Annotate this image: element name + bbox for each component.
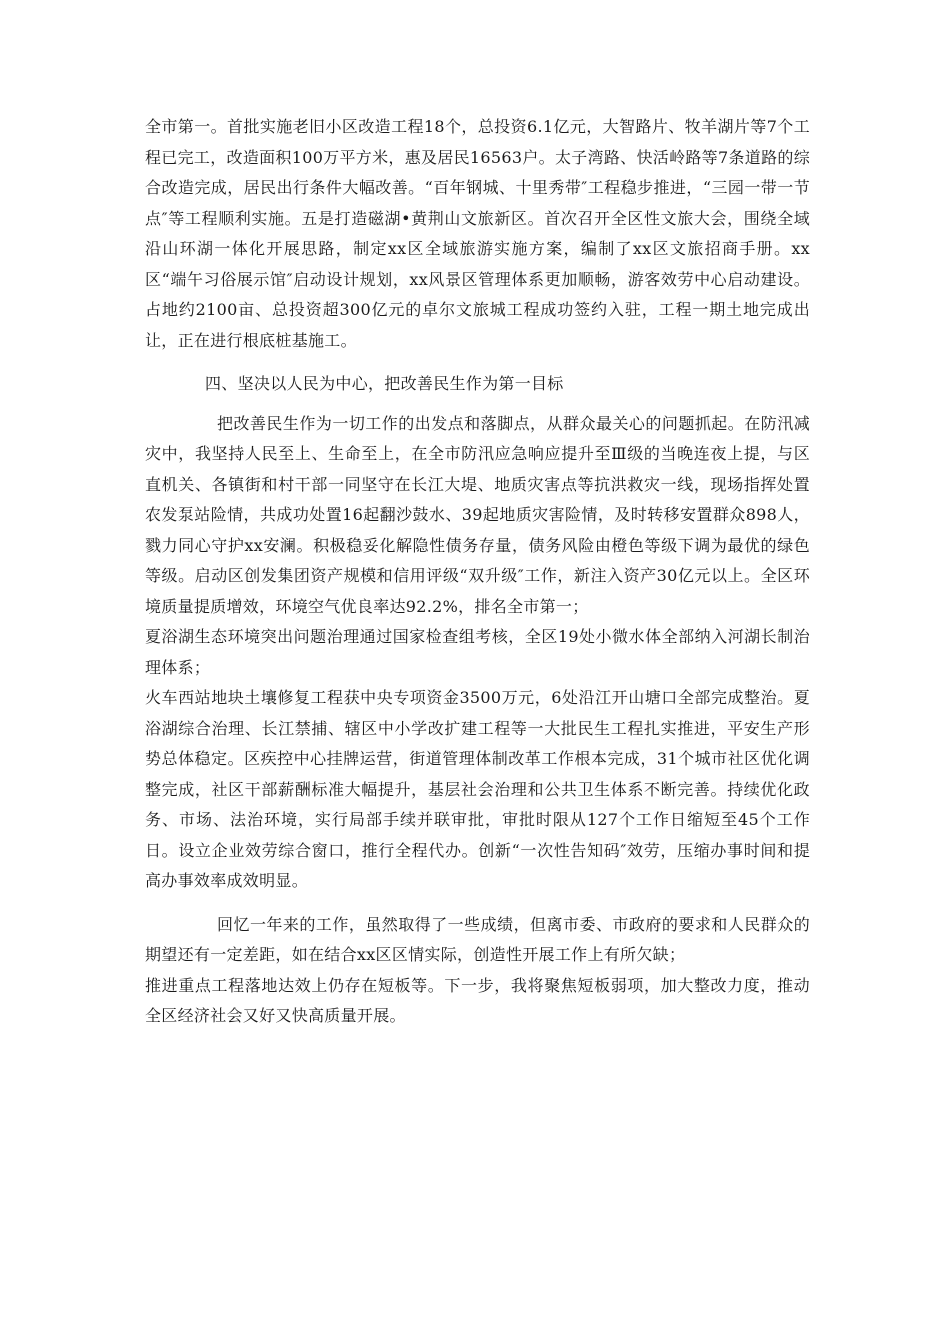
paragraph-next-steps: 推进重点工程落地达效上仍存在短板等。下一步，我将聚焦短板弱项，加大整改力度，推动全区经济社会又好又快高质量开展。 xyxy=(145,975,810,1025)
paragraph-projects-services: 火车西站地块土壤修复工程获中央专项资金3500万元，6处沿江开山塘口全部完成整治。夏浴湖综合治理、长江禁捕、辖区中小学改扩建工程等一大批民生工程扎实推进，平安生产形势总体稳定。区疾控中心挂牌运营，街道管理体制改革工作根本完成，31个城市社区优化调整完成，社区干部薪酬标准大幅提升，基层社会治理和公共卫生体系不断完善。持续优化政务、市场、法治环境，实行局部手续并联审批，审批时限从127个工作日缩短至45个工作日。设立企业效劳综合窗口，推行全程代办。创新“一次性告知码″效劳，压缩办事时间和提高办事效率成效明显。 xyxy=(145,688,810,890)
document-body xyxy=(145,112,810,1032)
paragraph-review: 回忆一年来的工作，虽然取得了一些成绩，但离市委、市政府的要求和人民群众的期望还有一定差距，如在结合xx区区情实际，创造性开展工作上有所欠缺； xyxy=(145,914,810,964)
paragraph-urban-renewal: 全市第一。首批实施老旧小区改造工程18个，总投资6.1亿元，大智路片、牧羊湖片等7个工程已完工，改造面积100万平方米，惠及居民16563户。太子湾路、快活岭路等7条道路的综合改造完成，居民出行条件大幅改善。“百年钢城、十里秀带″工程稳步推进，“三园一带一节点″等工程顺利实施。五是打造磁湖•黄荆山文旅新区。首次召开全区性文旅大会，围绕全域沿山环湖一体化开展思路，制定xx区全域旅游实施方案，编制了xx区文旅招商手册。xx区“端午习俗展示馆″启动设计规划，xx风景区管理体系更加顺畅，游客效劳中心启动建设。占地约2100亩、总投资超300亿元的卓尔文旅城工程成功签约入驻，工程一期土地完成出让，正在进行根底桩基施工。 xyxy=(145,117,810,350)
section-heading-four: 四、坚决以人民为中心，把改善民生作为第一目标 xyxy=(205,374,564,393)
paragraph-livelihood: 把改善民生作为一切工作的出发点和落脚点，从群众最关心的问题抓起。在防汛减灾中，我坚持人民至上、生命至上，在全市防汛应急响应提升至Ⅲ级的当晚连夜上提，与区直机关、各镇街和村干部一同坚守在长江大堤、地质灾害点等抗洪救灾一线，现场指挥处置农发泵站险情，共成功处置16起翻沙鼓水、39起地质灾害险情，及时转移安置群众898人，戮力同心守护xx安澜。积极稳妥化解隐性债务存量，债务风险由橙色等级下调为最优的绿色等级。启动区创发集团资产规模和信用评级“双升级″工作，新注入资产30亿元以上。全区环境质量提质增效，环境空气优良率达92.2%，排名全市第一； xyxy=(145,413,810,616)
paragraph-lake-governance: 夏浴湖生态环境突出问题治理通过国家检查组考核，全区19处小微水体全部纳入河湖长制治理体系； xyxy=(145,627,810,677)
